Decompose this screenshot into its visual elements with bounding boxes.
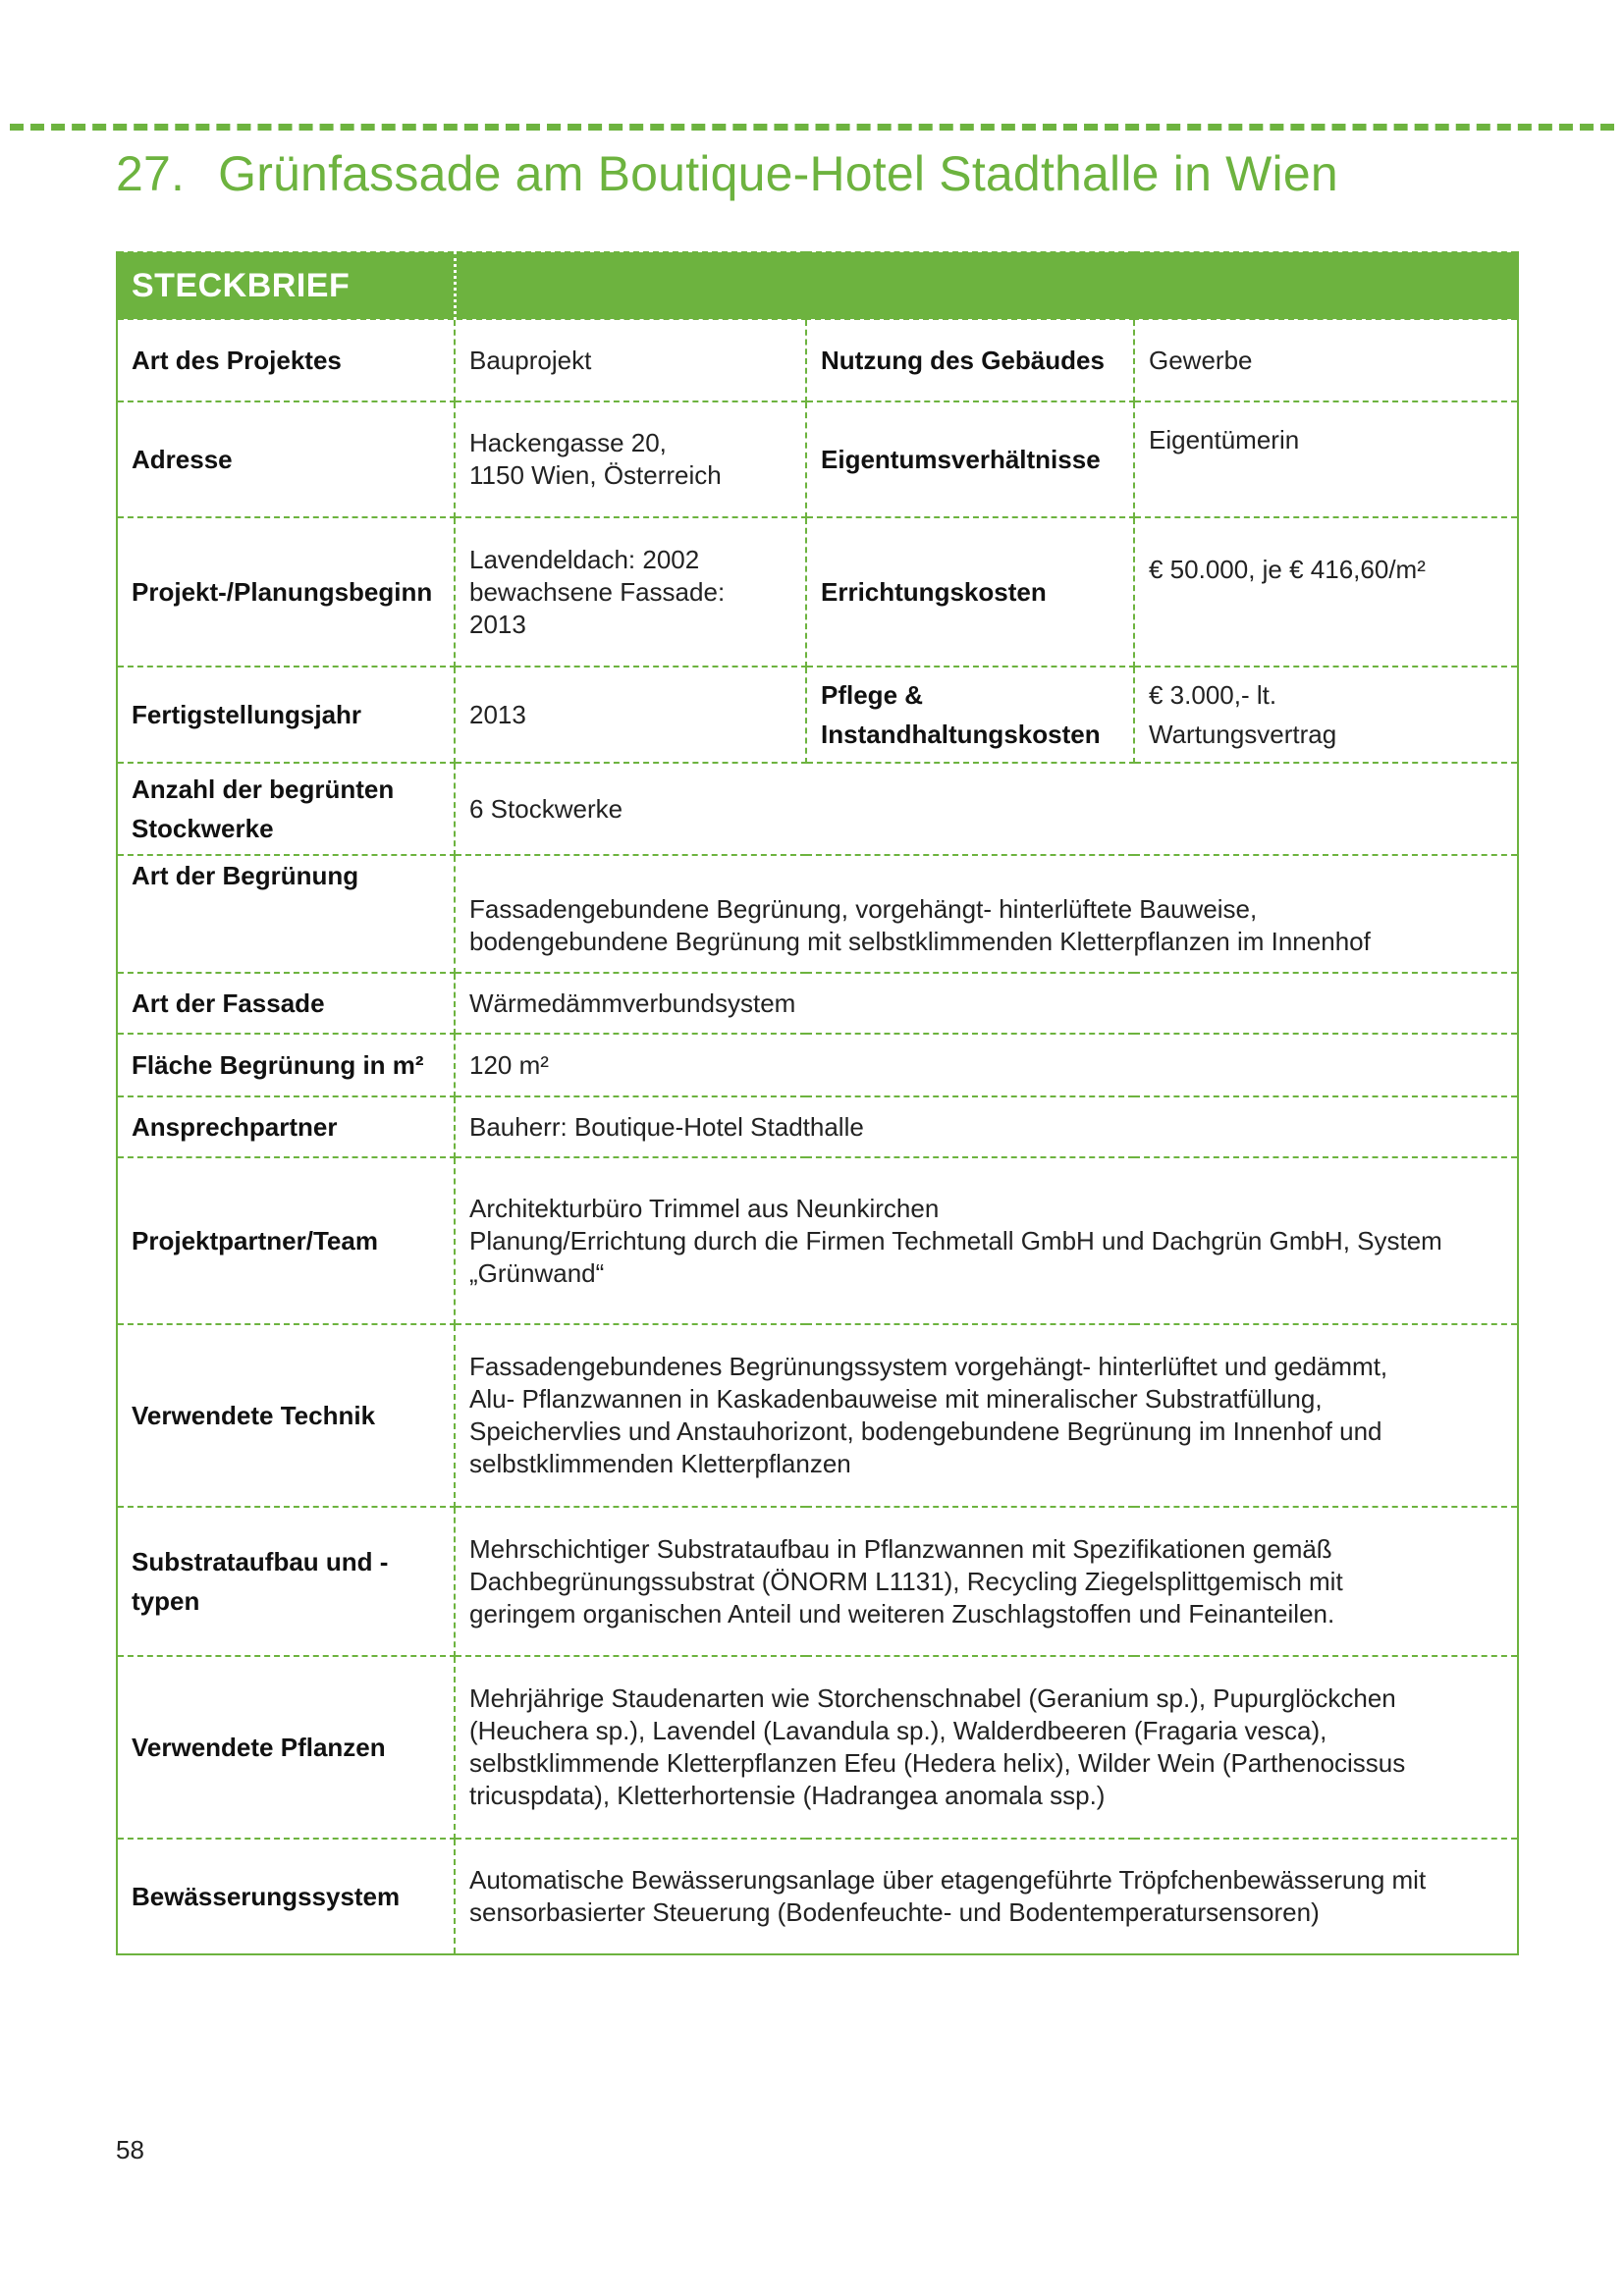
value-line: € 3.000,- lt. [1149, 680, 1277, 710]
value-bewaesserungssystem [455, 1839, 1518, 1954]
value-line: „Grünwand“ [469, 1257, 605, 1288]
table-row [117, 1096, 1518, 1157]
table-row [117, 973, 1518, 1034]
value-art-des-projektes: Bauprojekt [455, 319, 806, 401]
table-row [117, 401, 1518, 517]
label-verwendete-technik: Verwendete Technik [117, 1324, 455, 1507]
label-errichtungskosten: Errichtungskosten [806, 517, 1134, 667]
label-flaeche-begruenung: Fläche Begrünung in m² [117, 1034, 455, 1096]
value-line: selbstklimmende Kletterpflanzen Efeu (Hedera helix), Wilder Wein (Parthenocissus [469, 1748, 1406, 1778]
label-nutzung-des-gebaeudes: Nutzung des Gebäudes [806, 319, 1134, 401]
table-row [117, 1656, 1518, 1839]
value-line: 2013 [469, 609, 526, 639]
label-substrataufbau [117, 1507, 455, 1656]
table-row [117, 667, 1518, 763]
value-verwendete-technik [455, 1324, 1518, 1507]
label-line: Stockwerke [132, 814, 274, 843]
value-planungsbeginn [455, 517, 806, 667]
steckbrief-table [116, 251, 1519, 1955]
value-line: geringem organischen Anteil und weiteren Zuschlagstoffen und Feinanteilen. [469, 1598, 1335, 1629]
value-pflegekosten [1134, 667, 1518, 763]
label-anzahl-stockwerke [117, 763, 455, 855]
label-art-der-fassade: Art der Fassade [117, 973, 455, 1034]
table-row [117, 763, 1518, 855]
table-row [117, 1324, 1518, 1507]
label-bewaesserungssystem: Bewässerungssystem [117, 1839, 455, 1954]
value-projektpartner [455, 1157, 1518, 1324]
value-line: Lavendeldach: 2002 [469, 544, 700, 574]
value-line: Architekturbüro Trimmel aus Neunkirchen [469, 1193, 940, 1223]
table-row [117, 855, 1518, 973]
label-art-des-projektes: Art des Projektes [117, 319, 455, 401]
label-adresse: Adresse [117, 401, 455, 517]
label-line: Anzahl der begrünten [132, 774, 395, 804]
table-row [117, 1034, 1518, 1096]
label-line: Substrataufbau und - [132, 1547, 389, 1576]
table-row [117, 1157, 1518, 1324]
value-line: Wartungsvertrag [1149, 720, 1337, 749]
label-projektpartner: Projektpartner/Team [117, 1157, 455, 1324]
steckbrief-header-fill [455, 252, 1518, 319]
value-line: Mehrschichtiger Substrataufbau in Pflanzwannen mit Spezifikationen gemäß [469, 1533, 1332, 1564]
value-art-der-begruenung [455, 855, 1518, 973]
value-line: bewachsene Fassade: [469, 576, 726, 607]
value-line: (Heuchera sp.), Lavendel (Lavandula sp.), Walderdbeeren (Fragaria vesca), [469, 1716, 1327, 1745]
value-flaeche-begruenung: 120 m² [455, 1034, 1518, 1096]
label-planungsbeginn: Projekt-/Planungsbeginn [117, 517, 455, 667]
steckbrief-header: STECKBRIEF [117, 252, 455, 319]
value-errichtungskosten: € 50.000, je € 416,60/m² [1134, 517, 1518, 667]
value-art-der-fassade: Wärmedämmverbundsystem [455, 973, 1518, 1034]
value-line: bodengebundene Begrünung mit selbstklimmenden Kletterpflanzen im Innenhof [469, 927, 1371, 956]
section-number: 27. [116, 146, 186, 201]
label-art-der-begruenung: Art der Begrünung [117, 855, 455, 973]
value-line: Mehrjährige Staudenarten wie Storchenschnabel (Geranium sp.), Pupurglöckchen [469, 1683, 1396, 1713]
steckbrief-header-row [117, 252, 1518, 319]
value-nutzung-des-gebaeudes: Gewerbe [1134, 319, 1518, 401]
label-eigentumsverhaeltnisse: Eigentumsverhältnisse [806, 401, 1134, 517]
table-row [117, 517, 1518, 667]
value-line: Planung/Errichtung durch die Firmen Techmetall GmbH und Dachgrün GmbH, System [469, 1225, 1442, 1255]
table-row [117, 1839, 1518, 1954]
value-line: selbstklimmenden Kletterpflanzen [469, 1449, 851, 1478]
value-fertigstellungsjahr: 2013 [455, 667, 806, 763]
value-line: 1150 Wien, Österreich [469, 460, 722, 490]
value-substrataufbau [455, 1507, 1518, 1656]
value-line: Fassadengebundenes Begrünungssystem vorgehängt- hinterlüftet und gedämmt, [469, 1352, 1388, 1381]
value-adresse [455, 401, 806, 517]
value-line: Hackengasse 20, [469, 428, 667, 457]
value-line: Automatische Bewässerungsanlage über etagengeführte Tröpfchenbewässerung mit [469, 1865, 1427, 1895]
label-ansprechpartner: Ansprechpartner [117, 1096, 455, 1157]
table-row [117, 1507, 1518, 1656]
value-line: Fassadengebundene Begrünung, vorgehängt- hinterlüftete Bauweise, [469, 894, 1258, 924]
value-ansprechpartner: Bauherr: Boutique-Hotel Stadthalle [455, 1096, 1518, 1157]
label-line: typen [132, 1586, 200, 1616]
page-title [116, 145, 1338, 202]
value-line: Alu- Pflanzwannen in Kaskadenbauweise mit mineralischer Substratfüllung, [469, 1384, 1323, 1414]
label-verwendete-pflanzen: Verwendete Pflanzen [117, 1656, 455, 1839]
value-eigentumsverhaeltnisse: Eigentümerin [1134, 401, 1518, 517]
value-line: Speichervlies und Anstauhorizont, bodengebundene Begrünung im Innenhof und [469, 1416, 1382, 1446]
value-line: sensorbasierter Steuerung (Bodenfeuchte- und Bodentemperatursensoren) [469, 1897, 1320, 1927]
label-line: Pflege & [821, 680, 924, 710]
label-line: Instandhaltungskosten [821, 720, 1101, 749]
section-title: Grünfassade am Boutique-Hotel Stadthalle in Wien [218, 146, 1338, 201]
table-row [117, 319, 1518, 401]
label-fertigstellungsjahr: Fertigstellungsjahr [117, 667, 455, 763]
value-line: Dachbegrünungssubstrat (ÖNORM L1131), Recycling Ziegelsplittgemisch mit [469, 1566, 1343, 1596]
page-number: 58 [116, 2135, 144, 2164]
value-anzahl-stockwerke: 6 Stockwerke [455, 763, 1518, 855]
top-dashed-rule [10, 124, 1614, 131]
value-verwendete-pflanzen [455, 1656, 1518, 1839]
value-line: tricuspdata), Kletterhortensie (Hadrangea anomala ssp.) [469, 1781, 1106, 1810]
label-pflegekosten [806, 667, 1134, 763]
